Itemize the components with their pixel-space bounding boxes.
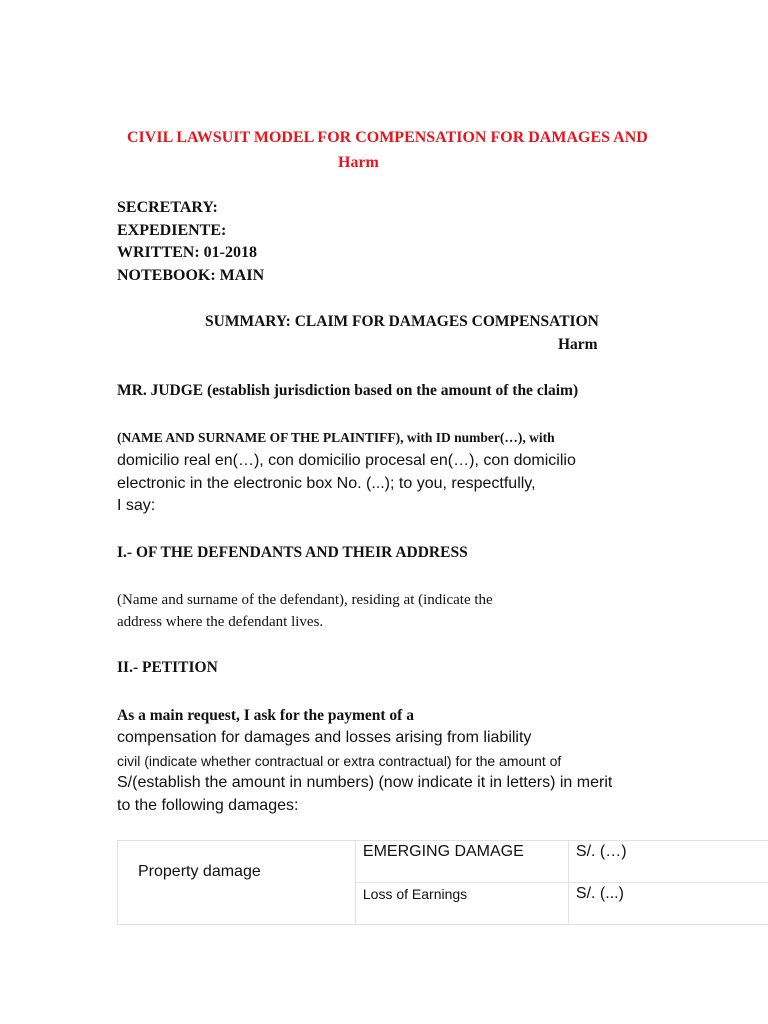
- damage-type-cell: [355, 883, 568, 925]
- plaintiff-line3: electronic in the electronic box No. (...); to you, respectfully,: [117, 475, 536, 492]
- category-label: Property damage: [138, 863, 261, 880]
- notebook-field: NOTEBOOK: MAIN: [117, 267, 265, 285]
- document-title-line1: CIVIL LAWSUIT MODEL FOR COMPENSATION FOR DAMAGES AND: [127, 129, 648, 146]
- damage-amount-value: S/. (...): [575, 885, 624, 902]
- section2-heading: II.- PETITION: [117, 659, 218, 676]
- section1-line2: address where the defendant lives.: [117, 614, 324, 630]
- damage-type-cell: [355, 841, 568, 883]
- expediente-field: EXPEDIENTE:: [117, 221, 227, 239]
- section2-line2: compensation for damages and losses arising from liability: [117, 729, 532, 746]
- secretary-field: SECRETARY:: [117, 199, 218, 216]
- written-field: WRITTEN: 01-2018: [117, 244, 258, 262]
- table-row: [118, 841, 768, 883]
- damage-type-label: Loss of Earnings: [362, 886, 468, 902]
- section2-line3: civil (indicate whether contractual or extra contractual) for the amount of: [117, 753, 562, 769]
- plaintiff-line1: (NAME AND SURNAME OF THE PLAINTIFF), with ID number(…), with: [117, 430, 555, 445]
- document-title-line2: Harm: [338, 154, 379, 171]
- summary-line1: SUMMARY: CLAIM FOR DAMAGES COMPENSATION: [205, 313, 599, 330]
- damages-table: [117, 840, 768, 925]
- damage-amount-cell: [568, 883, 768, 925]
- damage-type-label: EMERGING DAMAGE: [362, 843, 524, 860]
- section1-heading: I.- OF THE DEFENDANTS AND THEIR ADDRESS: [117, 544, 468, 561]
- section2-line1: As a main request, I ask for the payment of a: [117, 707, 414, 724]
- section2-line4: S/(establish the amount in numbers) (now indicate it in letters) in merit: [117, 774, 613, 791]
- category-cell: [118, 841, 356, 925]
- header-fields: [117, 197, 264, 288]
- judge-address: MR. JUDGE (establish jurisdiction based on the amount of the claim): [117, 382, 579, 399]
- section1-line1: (Name and surname of the defendant), residing at (indicate the: [117, 592, 493, 608]
- plaintiff-line2: domicilio real en(…), con domicilio procesal en(…), con domicilio: [117, 452, 576, 469]
- section2-line5: to the following damages:: [117, 797, 299, 814]
- damage-amount-value: S/. (…): [575, 843, 627, 860]
- summary-line2: Harm: [558, 336, 598, 353]
- damage-amount-cell: [568, 841, 768, 883]
- plaintiff-line4: I say:: [117, 497, 156, 514]
